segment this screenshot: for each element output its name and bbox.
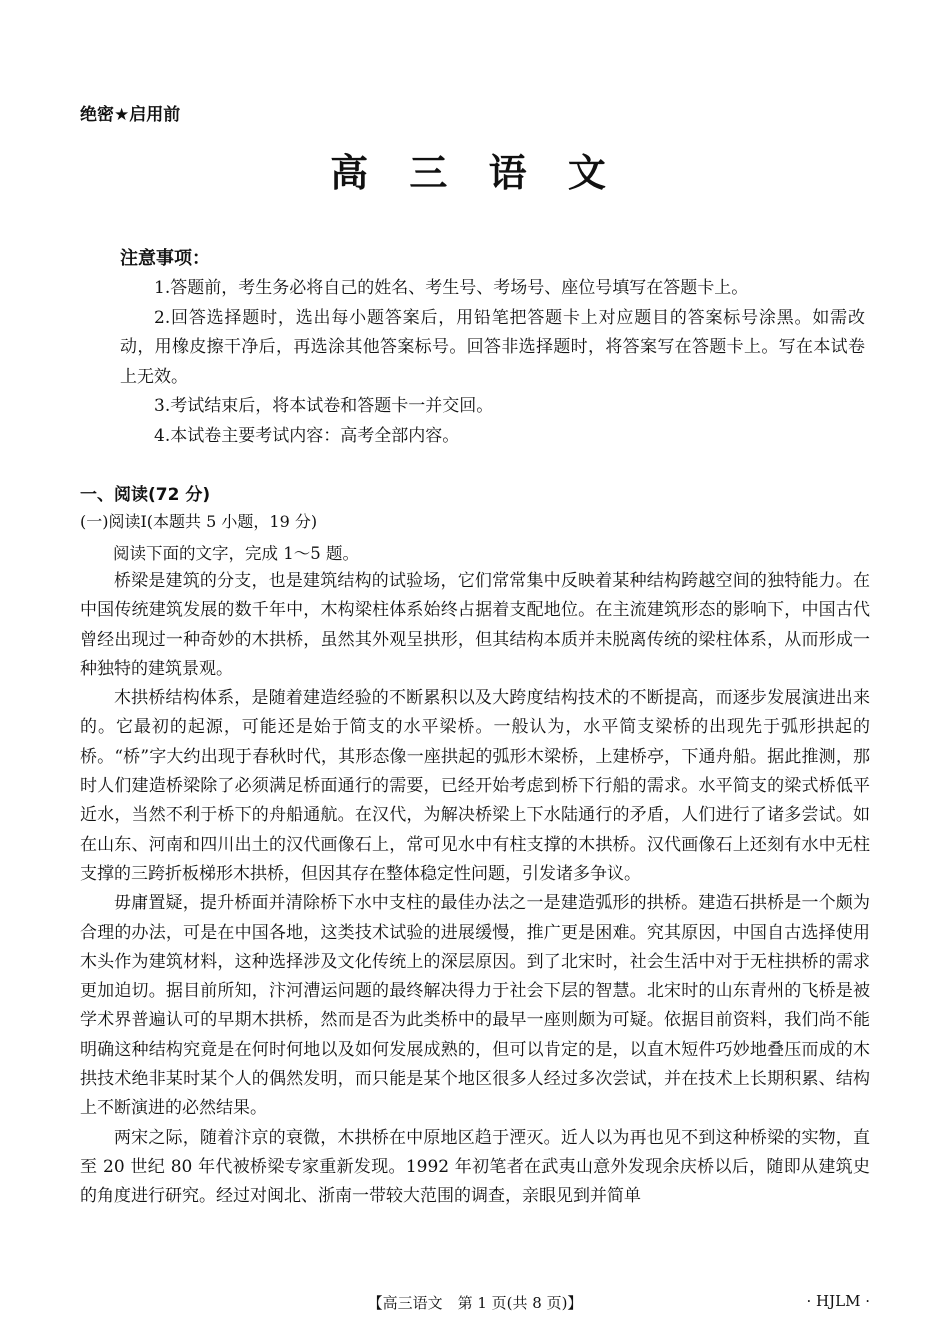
passage-paragraph-1: 桥梁是建筑的分支，也是建筑结构的试验场，它们常常集中反映着某种结构跨越空间的独特能力。在中国传统建筑发展的数千年中，木构梁柱体系始终占据着支配地位。在主流建筑形态的影响下，中国古代曾经出现过一种奇妙的木拱桥，虽然其外观呈拱形，但其结构本质并未脱离传统的梁柱体系，从而形成一种独特的建筑景观。 [80, 571, 870, 679]
notice-heading: 注意事项： [120, 248, 210, 269]
notice-item-4: 4.本试卷主要考试内容：高考全部内容。 [154, 425, 460, 446]
reading-instruction: 阅读下面的文字，完成 1～5 题。 [113, 544, 359, 563]
section-heading: 一、阅读(72 分) [80, 485, 211, 505]
passage-paragraph-2: 木拱桥结构体系，是随着建造经验的不断累积以及大跨度结构技术的不断提高，而逐步发展演进出来的。它最初的起源，可能还是始于简支的水平梁桥。一般认为，水平简支梁桥的出现先于弧形拱起的桥。“桥”字大约出现于春秋时代，其形态像一座拱起的弧形木梁桥，上建桥亭，下通舟船。据此推测，那时人们建造桥梁除了必须满足桥面通行的需要，已经开始考虑到桥下行船的需求。水平简支的梁式桥低平近水，当然不利于桥下的舟船通航。在汉代，为解决桥梁上下水陆通行的矛盾，人们进行了诸多尝试。如在山东、河南和四川出土的汉代画像石上，常可见水中有柱支撑的木拱桥。汉代画像石上还刻有水中无柱支撑的三跨折板梯形木拱桥，但因其存在整体稳定性问题，引发诸多争议。 [80, 688, 870, 884]
notice-item-1: 1.答题前，考生务必将自己的姓名、考生号、考场号、座位号填写在答题卡上。 [154, 278, 749, 298]
subsection-heading: (一)阅读Ⅰ(本题共 5 小题，19 分) [80, 512, 318, 531]
passage-paragraph-3: 毋庸置疑，提升桥面并清除桥下水中支柱的最佳办法之一是建造弧形的拱桥。建造石拱桥是一个颇为合理的办法，可是在中国各地，这类技术试验的进展缓慢，推广更是困难。究其原因，中国自古选择使用木头作为建筑材料，这种选择涉及文化传统上的深层原因。到了北宋时，社会生活中对于无柱拱桥的需求更加迫切。据目前所知，汴河漕运问题的最终解决得力于社会下层的智慧。北宋时的山东青州的飞桥是被学术界普遍认可的早期木拱桥，然而是否为此类桥中的最早一座则颇为可疑。依据目前资料，我们尚不能明确这种结构究竟是在何时何地以及如何发展成熟的，但可以肯定的是，以直木短件巧妙地叠压而成的木拱技术绝非某时某个人的偶然发明，而只能是某个地区很多人经过多次尝试，并在技术上长期积累、结构上不断演进的必然结果。 [80, 893, 870, 1119]
notice-item-3: 3.考试结束后，将本试卷和答题卡一并交回。 [154, 396, 494, 416]
page-footer: 【高三语文 第 1 页(共 8 页)】 [367, 1294, 583, 1312]
passage-paragraph-4: 两宋之际，随着汴京的衰微，木拱桥在中原地区趋于湮灭。近人以为再也见不到这种桥梁的实物，直至 20 世纪 80 年代被桥梁专家重新发现。1992 年初笔者在武夷山意外发现余庆桥以后，随即从建筑史的角度进行研究。经过对闽北、浙南一带较大范围的调查，亲眼见到并简单 [80, 1127, 870, 1207]
reading-passage [80, 567, 870, 1212]
page-title: 高 三 语 文 [330, 151, 620, 195]
footer-code: · HJLM · [806, 1292, 870, 1310]
notice-item-2: 2.回答选择题时，选出每小题答案后，用铅笔把答题卡上对应题目的答案标号涂黑。如需改动，用橡皮擦干净后，再选涂其他答案标号。回答非选择题时，将答案写在答题卡上。写在本试卷上无效。 [120, 307, 865, 387]
confidential-label: 绝密★启用前 [80, 105, 181, 125]
notice-list [120, 274, 865, 451]
